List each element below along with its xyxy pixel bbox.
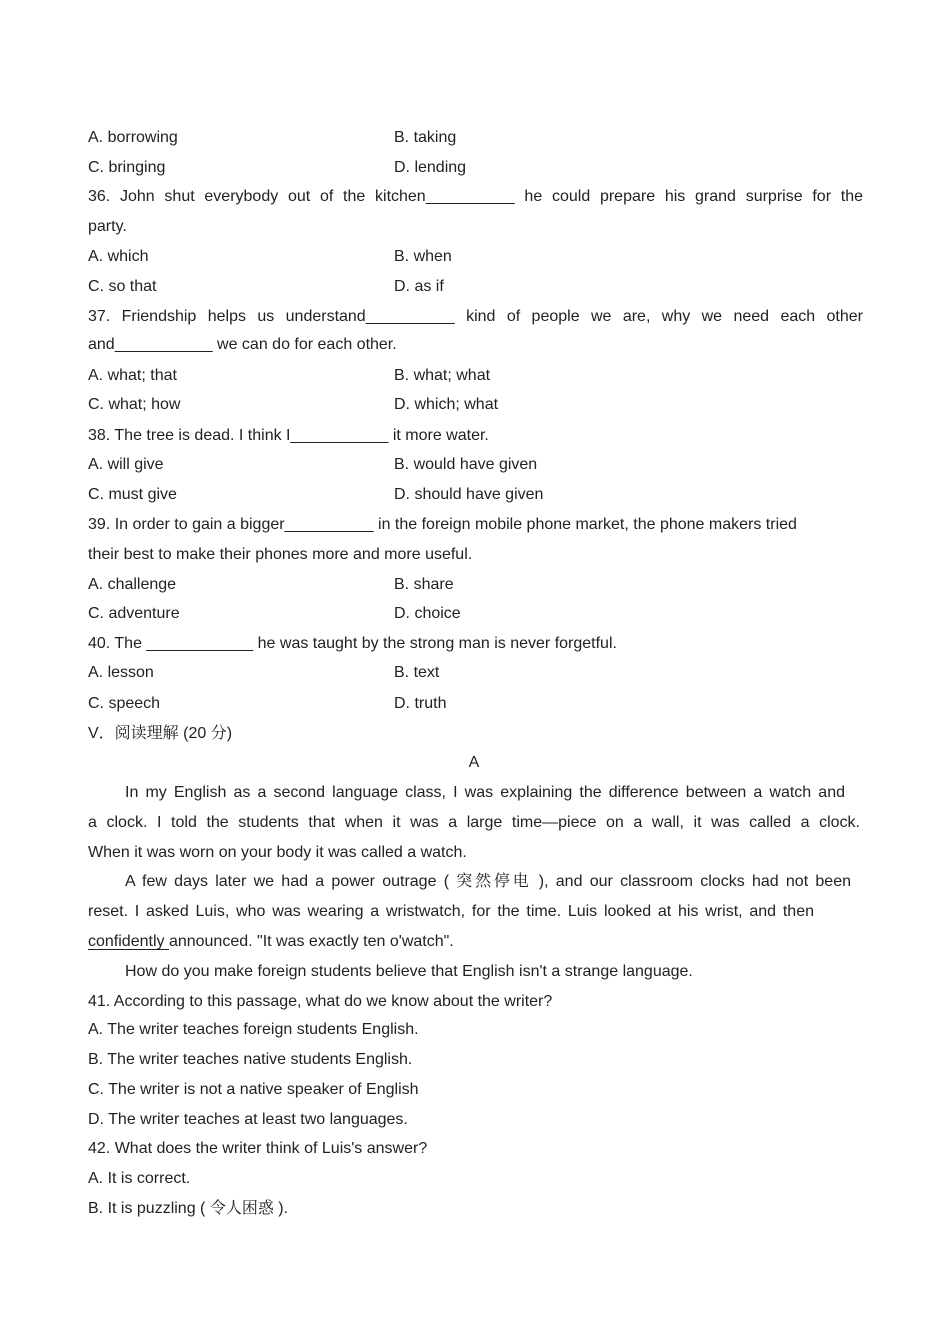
q37-question-line-1: 37. Friendship helps us understand__________ kind of people we are, why we need each other <box>88 308 863 325</box>
q37-option-a: A. what; that <box>88 367 177 384</box>
q35-option-a: A. borrowing <box>88 129 178 146</box>
q39-option-c: C. adventure <box>88 605 180 622</box>
q35-option-b: B. taking <box>394 129 457 146</box>
q36-option-c: C. so that <box>88 278 157 295</box>
q38-option-d: D. should have given <box>394 486 544 503</box>
q39-option-d: D. choice <box>394 605 461 622</box>
q38-option-a: A. will give <box>88 456 164 473</box>
q35-option-c: C. bringing <box>88 159 166 176</box>
passage-paragraph-3: How do you make foreign students believe that English isn't a strange language. <box>125 963 693 980</box>
q41-option-c: C. The writer is not a native speaker of English <box>88 1081 419 1098</box>
q36-question-line-1: 36. John shut everybody out of the kitchen__________ he could prepare his grand surprise for the <box>88 188 863 205</box>
q37-option-d: D. which; what <box>394 396 499 413</box>
q41-option-a: A. The writer teaches foreign students English. <box>88 1021 419 1038</box>
q38-question-line-1: 38. The tree is dead. I think I___________ it more water. <box>88 427 489 444</box>
q39-question-line-2: their best to make their phones more and more useful. <box>88 546 473 563</box>
passage-paragraph-1-line-2: a clock. I told the students that when it was a large time—piece on a wall, it was called a clock. <box>88 814 860 831</box>
q36-option-d: D. as if <box>394 278 444 295</box>
q36-option-b: B. when <box>394 248 452 265</box>
q38-option-c: C. must give <box>88 486 177 503</box>
paragraph-2-line-3-rest: announced. "It was exactly ten o'watch". <box>168 933 454 950</box>
q40-option-b: B. text <box>394 664 440 681</box>
q39-option-a: A. challenge <box>88 576 177 593</box>
q41-option-b: B. The writer teaches native students English. <box>88 1051 413 1068</box>
q40-question-line-1: 40. The ____________ he was taught by the strong man is never forgetful. <box>88 635 617 652</box>
q42-option-a: A. It is correct. <box>88 1170 191 1187</box>
q37-option-c: C. what; how <box>88 396 181 413</box>
q41-option-d: D. The writer teaches at least two languages. <box>88 1111 408 1128</box>
passage-paragraph-2-line-2: reset. I asked Luis, who was wearing a wristwatch, for the time. Luis looked at his wrist, and then <box>88 903 814 920</box>
passage-paragraph-1-line-1: In my English as a second language class, I was explaining the difference between a watch and <box>125 784 845 801</box>
passage-paragraph-2-line-3 <box>88 932 454 952</box>
q35-option-d: D. lending <box>394 159 467 176</box>
q37-option-b: B. what; what <box>394 367 491 384</box>
q42-option-b: B. It is puzzling ( 令人困惑 ). <box>88 1200 289 1217</box>
underlined-word-confidently: confidently <box>88 933 169 950</box>
q36-option-a: A. which <box>88 248 149 265</box>
q38-option-b: B. would have given <box>394 456 538 473</box>
q39-question-line-1: 39. In order to gain a bigger__________ in the foreign mobile phone market, the phone makers tried <box>88 516 797 533</box>
passage-paragraph-2-line-1: A few days later we had a power outrage ( 突然停电 ), and our classroom clocks had not been <box>125 873 851 890</box>
q37-question-line-2: and___________ we can do for each other. <box>88 336 397 353</box>
q40-option-c: C. speech <box>88 695 161 712</box>
q36-question-line-2: party. <box>88 218 127 235</box>
q39-option-b: B. share <box>394 576 454 593</box>
passage-paragraph-1-line-3: When it was worn on your body it was called a watch. <box>88 844 467 861</box>
q42-question: 42. What does the writer think of Luis's answer? <box>88 1140 428 1157</box>
q40-option-a: A. lesson <box>88 664 154 681</box>
q41-question: 41. According to this passage, what do we know about the writer? <box>88 993 553 1010</box>
q40-option-d: D. truth <box>394 695 447 712</box>
passage-label: A <box>468 754 480 771</box>
section-heading-reading: V．阅读理解 (20 分) <box>88 725 233 742</box>
